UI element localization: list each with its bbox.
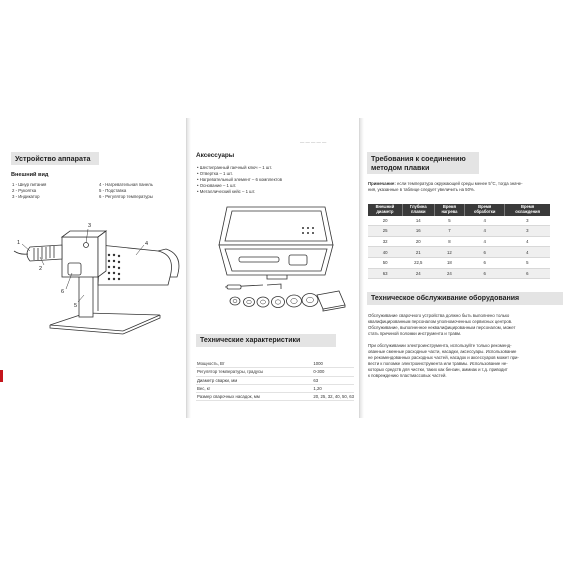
- column-header: Время охлаждения: [505, 204, 550, 216]
- table-cell: 14: [402, 216, 434, 226]
- table-cell: 4: [505, 236, 550, 247]
- note-text: если температура окружающей среды менее 5°С, тогда значе-: [395, 181, 523, 186]
- table-cell: 25: [368, 226, 402, 237]
- nozzle: [244, 298, 255, 307]
- spec-value: 1000: [312, 360, 354, 368]
- part-item: 6 - Регулятор температуры: [99, 194, 153, 200]
- table-cell: 63: [368, 268, 402, 279]
- table-cell: 4: [465, 226, 505, 237]
- table-cell: 32: [368, 236, 402, 247]
- accessory-item: • Шестигранный гаечный ключ – 1 шт.: [197, 165, 273, 170]
- table-row: [368, 247, 550, 258]
- page-fold-shadow-right: [360, 118, 364, 418]
- spec-value: 0-300: [312, 368, 354, 376]
- temperature-note-line: ния, указанные в таблице следует увеличить на 50%.: [368, 187, 475, 193]
- table-cell: 8: [434, 236, 464, 247]
- accessory-item: • Основание – 1 шт.: [197, 183, 237, 189]
- callout-number: 4: [145, 241, 149, 247]
- table-cell: 24: [434, 268, 464, 279]
- spec-label: Диаметр сварки, мм: [196, 376, 312, 384]
- callout-number: 5: [74, 303, 78, 309]
- maintenance-paragraph-2: [368, 343, 564, 380]
- table-cell: 16: [402, 226, 434, 237]
- paragraph-line: которых средств для чистки, таких как бензин, аммиак и т.д. приводит: [368, 367, 508, 373]
- column-header: Внешний диаметр: [368, 204, 402, 216]
- parts-list: [12, 182, 177, 200]
- base-plate: [317, 291, 345, 309]
- spec-label: Мощность, Вт: [196, 360, 312, 368]
- table-cell: 22,5: [402, 257, 434, 268]
- joining-requirements-title: [367, 152, 479, 174]
- stand-base-plate: [50, 313, 160, 331]
- maintenance-title: Техническое обслуживание оборудования: [367, 292, 563, 305]
- table-cell: 5: [434, 216, 464, 226]
- case-lid: [219, 207, 333, 245]
- nozzle: [257, 297, 269, 307]
- table-cell: 4: [465, 216, 505, 226]
- joining-requirements-title-line: методом плавки: [371, 163, 430, 172]
- spec-value: 1,20: [312, 384, 354, 392]
- table-row: [368, 216, 550, 226]
- part-item: 5 - Подставка: [99, 188, 127, 194]
- nozzle: [287, 295, 302, 307]
- nozzle: [230, 297, 240, 305]
- accessories-title: Аксессуары: [196, 152, 235, 159]
- table-cell: 6: [465, 257, 505, 268]
- note-label: Примечание:: [368, 181, 396, 186]
- table-header-row: [368, 204, 550, 216]
- table-cell: 12: [434, 247, 464, 258]
- parts-list-left: [12, 182, 90, 200]
- part-item: 2 - Рукоятка: [12, 188, 37, 194]
- paragraph-line: ованные сменные расходные части, насадки, аксессуары. Использование: [368, 349, 517, 355]
- previous-text-fragment: — — — — —: [300, 140, 327, 145]
- case-handle: [267, 275, 287, 279]
- table-cell: 4: [505, 247, 550, 258]
- spec-label: Вес, кг: [196, 384, 312, 392]
- paragraph-line: вести к поломке электроинструмента или травмы. Использование не-: [368, 361, 508, 367]
- spec-label: Размер сварочных насадок, мм: [196, 393, 312, 401]
- callout-number: 6: [61, 289, 65, 295]
- stand-base-edge: [50, 315, 160, 334]
- accessory-item: • Металлический кейс – 1 шт.: [197, 189, 256, 195]
- table-row: [368, 257, 550, 268]
- table-cell: 40: [368, 247, 402, 258]
- table-cell: 18: [434, 257, 464, 268]
- column-header: Время нагрева: [434, 204, 464, 216]
- part-item: 4 - Нагревательная панель: [99, 182, 153, 187]
- stand-post: [79, 275, 93, 317]
- part-item: 1 - Шнур питания: [12, 182, 47, 187]
- spec-label: Регулятор температуры, градусы: [196, 368, 312, 376]
- table-cell: 3: [505, 226, 550, 237]
- power-cable: [14, 251, 28, 254]
- table-cell: 7: [434, 226, 464, 237]
- fusion-requirements-table: [368, 204, 550, 279]
- paragraph-line: стать причиной поломки инструмента и травм.: [368, 331, 462, 337]
- table-cell: 6: [465, 268, 505, 279]
- callout-number: 1: [17, 240, 21, 246]
- accessory-item: • Нагревательный элемент – 6 комплектов: [197, 177, 283, 183]
- accessories-list: [197, 165, 347, 195]
- table-row: [196, 393, 354, 401]
- table-cell: 6: [505, 268, 550, 279]
- temperature-knob: [68, 263, 81, 275]
- table-cell: 20: [402, 236, 434, 247]
- column-header: Глубина плавки: [402, 204, 434, 216]
- table-cell: 20: [368, 216, 402, 226]
- paragraph-line: Обслуживание, выполненное неквалифицированным персоналом, может: [368, 325, 516, 331]
- table-cell: 3: [505, 216, 550, 226]
- paragraph-line: не рекомендованных расходных частей, насадок и аксессуаров может при-: [368, 355, 519, 361]
- table-row: [368, 226, 550, 237]
- paragraph-line: к повреждению пластмассовых частей.: [368, 373, 447, 379]
- metal-case-drawing: [205, 205, 355, 323]
- specifications-title: Технические характеристики: [196, 334, 336, 347]
- table-cell: 24: [402, 268, 434, 279]
- callout-number: 2: [39, 266, 43, 272]
- hex-key: [267, 284, 281, 289]
- table-cell: 4: [465, 236, 505, 247]
- welding-machine-drawing: [8, 215, 188, 340]
- paragraph-line: При обслуживании электроинструмента, используйте только рекоменд-: [368, 343, 512, 348]
- nozzle: [302, 294, 318, 307]
- joining-requirements-title-line: Требования к соединению: [371, 154, 466, 163]
- column-header: Время обработки: [465, 204, 505, 216]
- case-box: [219, 245, 333, 275]
- table-cell: 6: [465, 247, 505, 258]
- maintenance-paragraph-1: [368, 313, 564, 337]
- table-row: [196, 376, 354, 384]
- table-row: [196, 360, 354, 368]
- nozzle: [272, 297, 285, 308]
- table-row: [196, 368, 354, 376]
- spec-value: 63: [312, 376, 354, 384]
- temperature-note: [368, 181, 563, 193]
- table-row: [196, 384, 354, 392]
- external-view-title: Внешний вид: [11, 172, 49, 178]
- device-structure-title: Устройство аппарата: [11, 152, 99, 165]
- edge-marker: [0, 370, 3, 382]
- parts-list-right: [99, 182, 177, 200]
- table-row: [368, 236, 550, 247]
- specifications-table: [196, 360, 354, 401]
- callout-number: 3: [88, 223, 92, 229]
- paragraph-line: Обслуживание сварочного устройства должно быть выполнено только: [368, 313, 510, 318]
- table-cell: 5: [505, 257, 550, 268]
- spec-value: 20, 25, 32, 40, 50, 63: [313, 394, 354, 400]
- table-cell: 21: [402, 247, 434, 258]
- handle: [27, 245, 62, 261]
- table-row: [368, 268, 550, 279]
- table-cell: 50: [368, 257, 402, 268]
- part-item: 3 - Индикатор: [12, 194, 40, 200]
- accessory-item: • Отвертка – 1 шт.: [197, 171, 233, 177]
- paragraph-line: квалифицированным персоналом уполномоченных сервисных центров.: [368, 319, 513, 325]
